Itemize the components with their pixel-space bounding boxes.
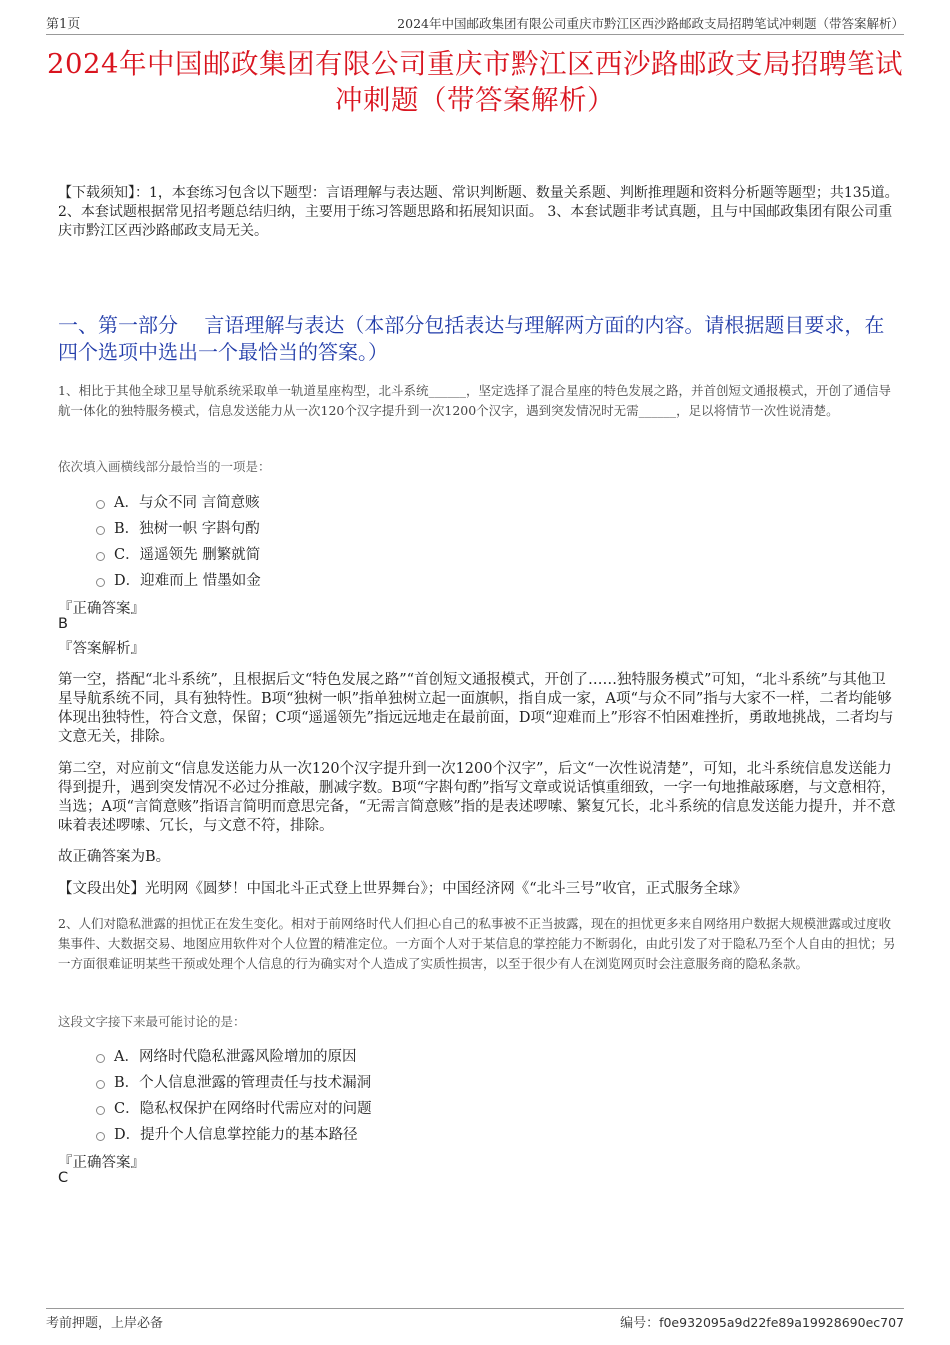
- question-1-prompt: 依次填入画横线部分最恰当的一项是：: [58, 459, 271, 474]
- answer-label: 『正确答案』: [58, 1155, 145, 1171]
- answer-label: 『正确答案』: [58, 601, 145, 617]
- option-b[interactable]: B．个人信息泄露的管理责任与技术漏洞: [96, 1068, 372, 1094]
- page-number: 第1页: [46, 17, 81, 32]
- question-2-prompt: 这段文字接下来最可能讨论的是：: [58, 1014, 246, 1029]
- question-2-stem: 2、人们对隐私泄露的担忧正在发生变化。相对于前网络时代人们担心自己的私事被不正当披露，现在的担忧更多来自网络用户数据大规模泄露或过度收集事件、大数据交易、地图应用软件对个人位置的精准定位。一方面个人对于某信息的掌控能力不断弱化，由此引发了对于隐私乃至个人自由的担忧；另一方面很难证明某些干预或处理个人信息的行为确实对个人造成了实质性损害，以至于很少有人在浏览网页时会注意服务商的隐私条款。: [58, 916, 896, 971]
- radio-icon[interactable]: [96, 526, 105, 535]
- document-title: 2024年中国邮政集团有限公司重庆市黔江区西沙路邮政支局招聘笔试冲刺题（带答案解析）: [47, 48, 903, 116]
- option-d[interactable]: D．迎难而上 惜墨如金: [96, 566, 261, 592]
- download-notice: 【下载须知】：1，本套练习包含以下题型：言语理解与表达题、常识判断题、数量关系题、判断推理题和资料分析题等题型；共135道。 2、本套试题根据常见招考题总结归纳，主要用于练习答题思路和拓展知识面。 3、本套试题非考试真题，且与中国邮政集团有限公司重庆市黔江区西沙路邮政支局无关。: [58, 185, 899, 239]
- radio-icon[interactable]: [96, 1106, 105, 1115]
- answer-value: B: [58, 616, 68, 632]
- radio-icon[interactable]: [96, 1080, 105, 1089]
- analysis-paragraph: 第二空，对应前文“信息发送能力从一次120个汉字提升到一次1200个汉字”，后文“一次性说清楚”，可知，北斗系统信息发送能力得到提升，遇到突发情况不必过分推敲，删减字数。B项“字斟句酌”指写文章或说话慎重细致，一字一句地推敲琢磨，与文意相符，当选；A项“言简意赅”指语言简明而意思完备，“无需言简意赅”指的是表述啰嗦、繁复冗长，北斗系统的信息发送能力提升，并不意味着表述啰嗦、冗长，与文意不符，排除。: [58, 761, 896, 834]
- radio-icon[interactable]: [96, 552, 105, 561]
- section-heading: 一、第一部分 言语理解与表达（本部分包括表达与理解两方面的内容。请根据题目要求，在四个选项中选出一个最恰当的答案。）: [58, 313, 885, 364]
- analysis-source: 【文段出处】光明网《圆梦！中国北斗正式登上世界舞台》；中国经济网《“北斗三号”收官，正式服务全球》: [58, 881, 748, 897]
- analysis-label: 『答案解析』: [58, 641, 145, 657]
- option-b[interactable]: B．独树一帜 字斟句酌: [96, 514, 261, 540]
- answer-value: C: [58, 1170, 69, 1186]
- option-c[interactable]: C．隐私权保护在网络时代需应对的问题: [96, 1094, 372, 1120]
- option-a[interactable]: A．与众不同 言简意赅: [96, 488, 261, 514]
- question-2-options: [96, 1042, 372, 1146]
- footer-slogan: 考前押题，上岸必备: [46, 1316, 164, 1331]
- radio-icon[interactable]: [96, 578, 105, 587]
- radio-icon[interactable]: [96, 1054, 105, 1063]
- analysis-conclusion: 故正确答案为B。: [58, 849, 171, 865]
- analysis-paragraph: 第一空，搭配“北斗系统”，且根据后文“特色发展之路”“首创短文通报模式，开创了……独特服务模式”可知，“北斗系统”与其他卫星导航系统不同，具有独特性。B项“独树一帜”指单独树立起一面旗帜，指自成一家，A项“与众不同”指与大家不一样，二者均能够体现出独特性，符合文意，保留；C项“遥遥领先”指远远地走在最前面，D项“迎难而上”形容不怕困难挫折，勇敢地挑战，二者均与文意无关，排除。: [58, 672, 894, 745]
- page-footer: [46, 1308, 904, 1331]
- question-1-stem: 1、相比于其他全球卫星导航系统采取单一轨道星座构型，北斗系统______，坚定选择了混合星座的特色发展之路，并首创短文通报模式，开创了通信导航一体化的独特服务模式，信息发送能力从一次120个汉字提升到一次1200个汉字，遇到突发情况时无需______，足以将情节一次性说清楚。: [58, 383, 891, 418]
- document-id: 编号：f0e932095a9d22fe89a19928690ec707: [620, 1315, 904, 1331]
- header-doc-title: 2024年中国邮政集团有限公司重庆市黔江区西沙路邮政支局招聘笔试冲刺题（带答案解析）: [397, 16, 904, 31]
- question-1-options: [96, 488, 261, 592]
- page-header: [46, 10, 904, 35]
- radio-icon[interactable]: [96, 500, 105, 509]
- option-a[interactable]: A．网络时代隐私泄露风险增加的原因: [96, 1042, 372, 1068]
- radio-icon[interactable]: [96, 1132, 105, 1141]
- option-c[interactable]: C．遥遥领先 删繁就简: [96, 540, 261, 566]
- option-d[interactable]: D．提升个人信息掌控能力的基本路径: [96, 1120, 372, 1146]
